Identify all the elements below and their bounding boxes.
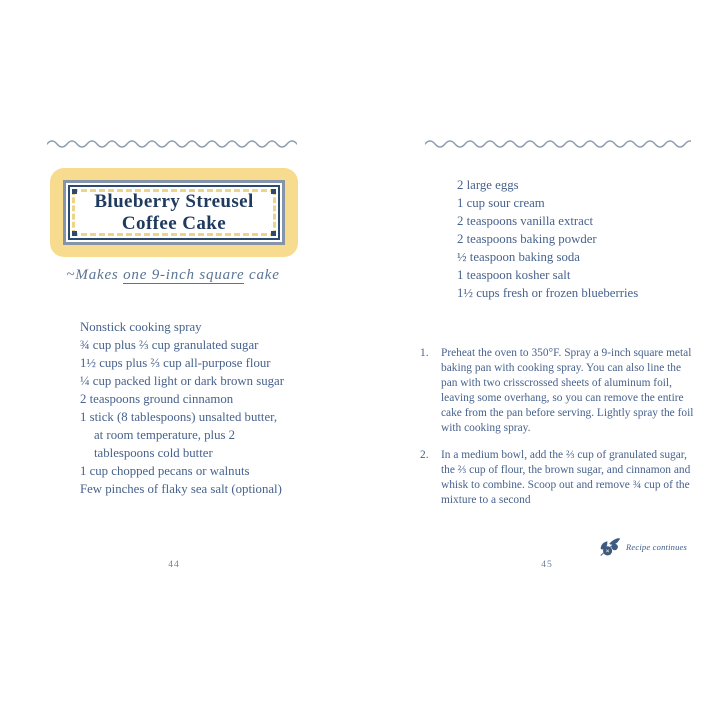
recipe-title-line2: Coffee Cake xyxy=(121,212,227,234)
yield-note xyxy=(44,267,302,284)
recipe-title xyxy=(94,191,253,234)
ingredient-item: 1 teaspoon kosher salt xyxy=(457,268,571,282)
page-number-right: 45 xyxy=(541,560,553,570)
ingredient-item: 1 stick (8 tablespoons) unsalted butter, at room temperature, plus 2 tablespoons cold butter xyxy=(80,410,278,460)
plaque-corner xyxy=(271,231,276,236)
plaque-outer-frame xyxy=(63,180,285,245)
recipe-continues-label: Recipe continues xyxy=(626,541,688,552)
ingredient-item: 2 teaspoons baking powder xyxy=(457,232,597,246)
instruction-step xyxy=(420,346,694,435)
yield-prefix: Makes xyxy=(75,267,124,283)
plaque-corner xyxy=(271,189,276,194)
yield-flourish: ~ xyxy=(66,267,75,283)
recipe-title-line1: Blueberry Streusel xyxy=(94,191,254,212)
ingredient-item: 1 cup chopped pecans or walnuts xyxy=(80,464,250,478)
ingredient-item: Nonstick cooking spray xyxy=(80,320,202,334)
ingredient-item: ¼ cup packed light or dark brown sugar xyxy=(80,374,284,388)
ingredient-item: 1½ cups plus ⅔ cup all-purpose flour xyxy=(80,356,271,370)
recipe-title-plaque xyxy=(50,168,298,257)
blueberry-icon xyxy=(598,534,623,559)
ingredient-item: ¾ cup plus ⅔ cup granulated sugar xyxy=(80,338,259,352)
step-text: Preheat the oven to 350°F. Spray a 9-inch square metal baking pan with cooking spray. You can also line the pan with two crisscrossed sheets of aluminum foil, leaving some overhang, so you can remove the entire cake from the pan before serving. Lightly spray the foil with cooking spray. xyxy=(441,347,694,434)
ingredient-item: ½ teaspoon baking soda xyxy=(457,250,580,264)
ingredient-list-right xyxy=(457,176,665,302)
yield-suffix: cake xyxy=(244,267,280,283)
ingredient-item: 1½ cups fresh or frozen blueberries xyxy=(457,286,639,300)
ingredient-item: Few pinches of flaky sea salt (optional) xyxy=(80,482,282,496)
step-number: 1. xyxy=(420,347,429,359)
plaque-inner-frame xyxy=(68,185,280,240)
step-number: 2. xyxy=(420,449,429,462)
ingredient-item: 1 cup sour cream xyxy=(457,196,545,210)
wavy-rule-right xyxy=(425,137,691,149)
yield-underlined: one 9-inch square xyxy=(123,267,245,283)
recipe-continues xyxy=(598,534,687,559)
ingredient-item: 2 teaspoons vanilla extract xyxy=(457,214,594,228)
ingredient-item: 2 large eggs xyxy=(457,178,519,192)
wavy-rule-left xyxy=(47,137,297,149)
instruction-steps xyxy=(420,346,694,521)
plaque-corner xyxy=(72,189,77,194)
plaque-corner xyxy=(72,231,77,236)
ingredient-list-left xyxy=(80,318,288,498)
page-number-left: 44 xyxy=(168,560,180,570)
step-text: In a medium bowl, add the ⅔ cup of granulated sugar, the ⅔ cup of flour, the brown sugar, and cinnamon and whisk to combine. Scoop out and remove ¾ cup of the mixture to a second xyxy=(441,449,691,507)
instruction-step xyxy=(420,448,694,508)
ingredient-item: 2 teaspoons ground cinnamon xyxy=(80,392,234,406)
